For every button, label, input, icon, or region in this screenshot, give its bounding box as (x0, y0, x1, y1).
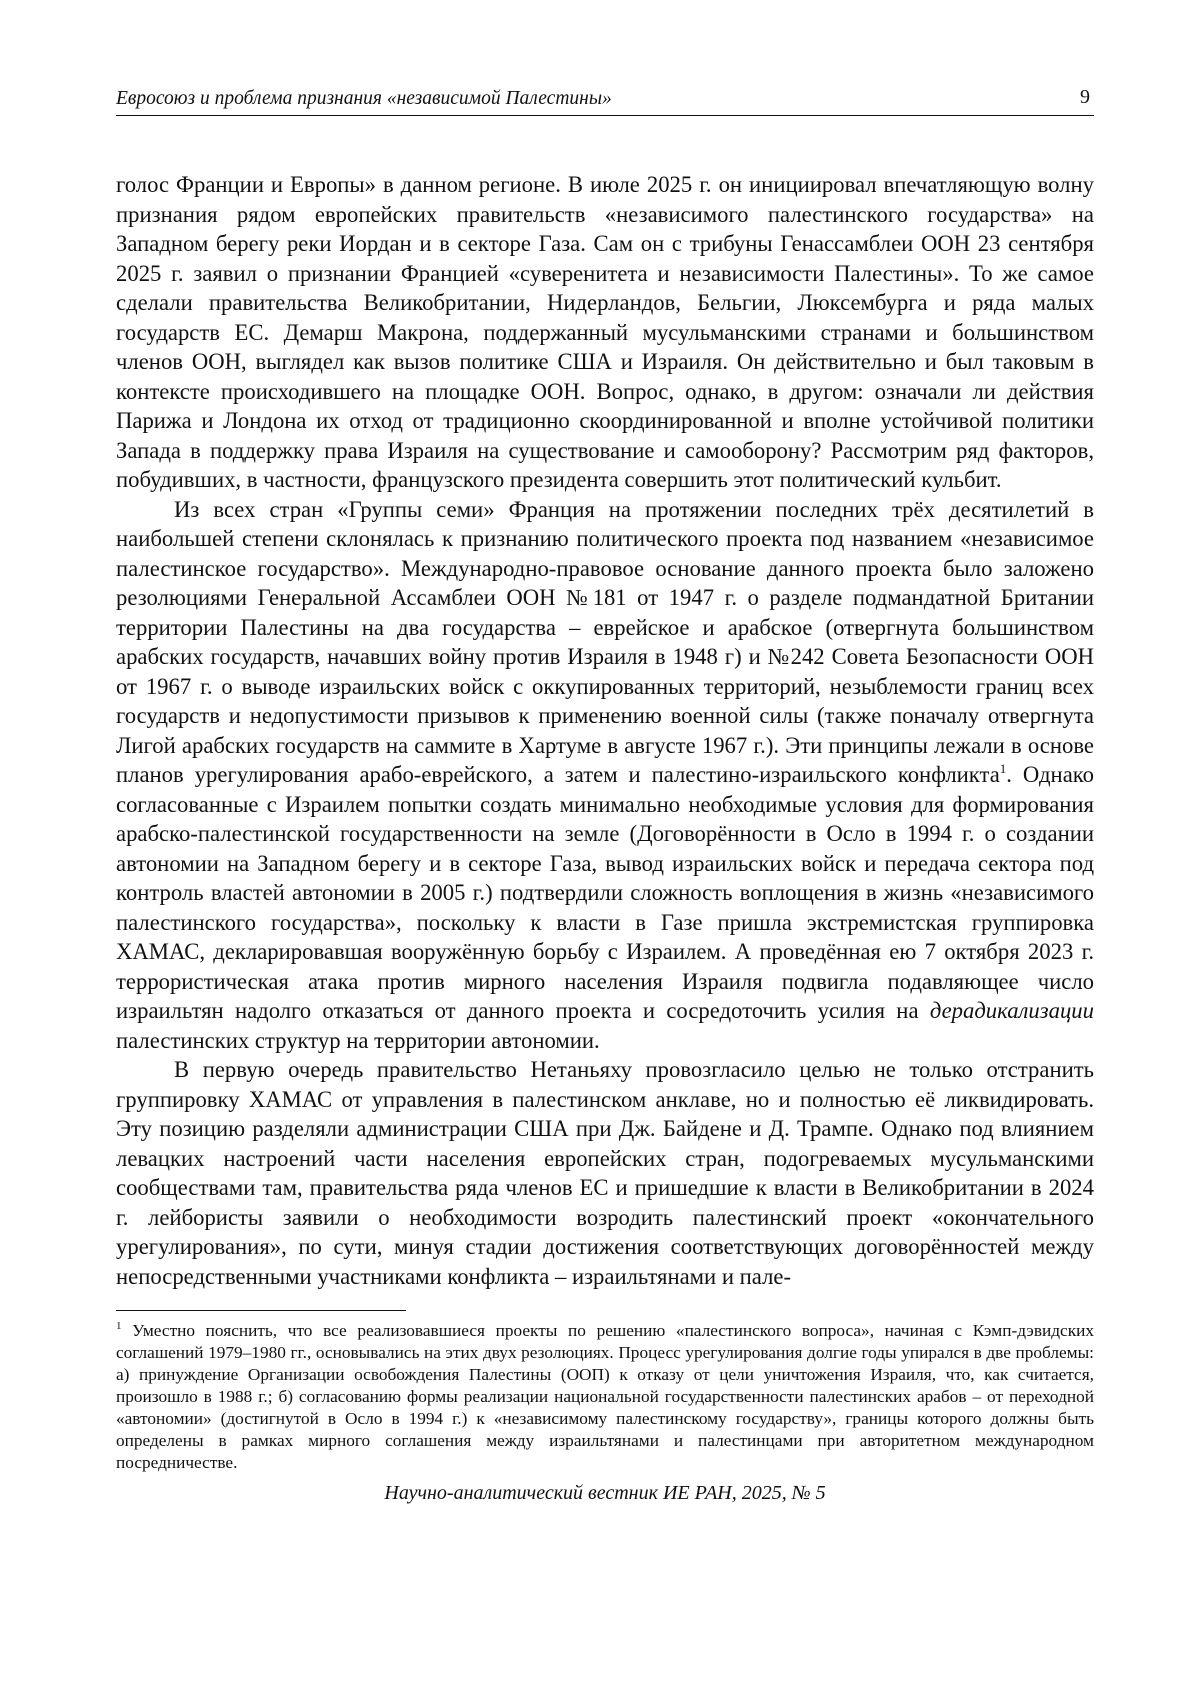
footnote-1 (116, 1320, 1094, 1474)
paragraph-2-text-b: . Однако согласованные с Израилем попытки создать минимально необходимые условия для формирования арабско-палестинской государственности на земле (Договорённости в Осло в 1994 г. о создании автономии на Западном берегу и в секторе Газа, вывод израильских войск и передача сектора под контроль властей автономии в 2005 г.) подтвердили сложность воплощения в жизнь «независимого палестинского государства», поскольку к власти в Газе пришла экстремистская группировка ХАМАС, декларировавшая вооружённую борьбу с Израилем. А проведённая ею 7 октября 2023 г. террористическая атака против мирного населения Израиля подвигла подавляющее число израильтян надолго отказаться от данного проекта и сосредоточить усилия на (116, 762, 1094, 1023)
header-divider (116, 115, 1094, 116)
paragraph-3: В первую очередь правительство Нетаньяху провозгласило целью не только отстранить группировку ХАМАС от управления в палестинском анклаве, но и полностью её ликвидировать. Эту позицию разделяли администрации США при Дж. Байдене и Д. Трампе. Однако под влиянием левацких настроений части населения европейских стран, подогреваемых мусульманскими сообществами там, правительства ряда членов ЕС и пришедшие к власти в Великобритании в 2024 г. лейбористы заявили о необходимости возродить палестинский проект «окончательного урегулирования», по сути, минуя стадии достижения соответствующих договорённостей между непосредственными участниками конфликта – израильтянами и пале- (116, 1057, 1094, 1289)
paragraph-2-text-a: Из всех стран «Группы семи» Франция на протяжении последних трёх десятилетий в наибольшей степени склонялась к признанию политического проекта под названием «независимое палестинское государство». Международно-правовое основание данного проекта было заложено резолюциями Генеральной Ассамблеи ООН №181 от 1947 г. о разделе подмандатной Британии территории Палестины на два государства – еврейское и арабское (отвергнута большинством арабских государств, начавших войну против Израиля в 1948 г) и №242 Совета Безопасности ООН от 1967 г. о выводе израильских войск с оккупированных территорий, незыблемости границ всех государств и недопустимости призывов к применению военной силы (также поначалу отвергнута Лигой арабских государств на саммите в Хартуме в августе 1967 г.). Эти принципы лежали в основе планов урегулирования арабо-еврейского, а затем и палестино-израильского конфликта (116, 496, 1094, 787)
page-number: 9 (1080, 86, 1090, 108)
running-header-title: Евросоюз и проблема признания «независимой Палестины» (116, 88, 612, 109)
body-text (116, 170, 1094, 1291)
paragraph-1: голос Франции и Европы» в данном регионе. В июле 2025 г. он инициировал впечатляющую волну признания рядом европейских правительств «независимого палестинского государства» на Западном берегу реки Иордан и в секторе Газа. Сам он с трибуны Генассамблеи ООН 23 сентября 2025 г. заявил о признании Францией «суверенитета и независимости Палестины». То же самое сделали правительства Великобритании, Нидерландов, Бельгии, Люксембурга и ряда малых государств ЕС. Демарш Макрона, поддержанный мусульманскими странами и большинством членов ООН, выглядел как вызов политике США и Израиля. Он действительно и был таковым в контексте происходившего на площадке ООН. Вопрос, однако, в другом: означали ли действия Парижа и Лондона их отход от традиционно скоординированной и вполне устойчивой политики Запада в поддержку права Израиля на существование и самооборону? Рассмотрим ряд факторов, побудивших, в частности, французского президента совершить этот политический кульбит. (116, 172, 1094, 492)
journal-footer: Научно-аналитический вестник ИЕ РАН, 2025, № 5 (384, 1482, 826, 1504)
footnote-marker: 1 (116, 1320, 122, 1332)
italic-term: дерадикализации (929, 998, 1094, 1023)
footnote-reference[interactable]: 1 (999, 761, 1007, 776)
footnote-divider (116, 1310, 406, 1311)
paragraph-2 (116, 495, 1094, 1056)
paragraph-2-text-c: палестинских структур на территории автономии. (116, 1027, 600, 1053)
footnote-text: Уместно пояснить, что все реализовавшиеся проекты по решению «палестинского вопроса», начиная с Кэмп-дэвидских соглашений 1979–1980 гг., основывались на этих двух резолюциях. Процесс урегулирования долгие годы упирался в две проблемы: а) принуждение Организации освобождения Палестины (ООП) к отказу от цели уничтожения Израиля, что, как считается, произошло в 1988 г.; б) согласованию формы реализации национальной государственности палестинских арабов – от переходной «автономии» (достигнутой в Осло в 1994 г.) к «независимому палестинскому государству», границы которого должны быть определены в рамках мирного соглашения между израильтянами и палестинцами при авторитетном международном посредничестве. (116, 1321, 1094, 1472)
